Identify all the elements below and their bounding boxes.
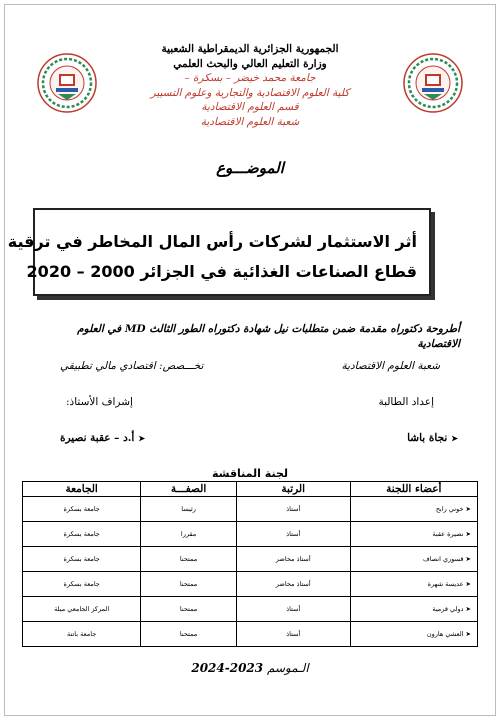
arrow-icon: ➤: [451, 433, 458, 443]
supervisor-label: إشراف الأستاذ:: [66, 396, 133, 408]
member-name: [350, 497, 477, 522]
academic-season: [150, 661, 350, 675]
thesis-title-box: [7, 208, 431, 296]
member-university: جامعة بسكرة: [23, 547, 141, 572]
committee-title: لجنة المناقشة: [211, 467, 288, 480]
member-role: مقررا: [141, 522, 237, 547]
table-row: [23, 597, 478, 622]
header-republic: الجمهورية الجزائرية الديمقراطية الشعبية: [161, 43, 339, 55]
bullet-arrow-icon: ➤: [463, 580, 471, 588]
institution-header: [90, 42, 410, 129]
thesis-title-line-2: قطاع الصناعات الغذائية في الجزائر 2000 – 2020: [26, 262, 417, 281]
bullet-arrow-icon: ➤: [463, 530, 471, 538]
member-rank: أستاذ: [236, 622, 350, 647]
header-university: الجامعة: [23, 482, 141, 497]
member-rank: أستاذ: [236, 522, 350, 547]
table-row: [23, 622, 478, 647]
header-rank: الرتبة: [236, 482, 350, 497]
member-role: ممتحنا: [141, 622, 237, 647]
bullet-arrow-icon: ➤: [463, 605, 471, 613]
member-name: [350, 597, 477, 622]
branch-text: شعبة العلوم الاقتصادية: [341, 360, 440, 372]
student-name: [407, 432, 458, 444]
member-role: ممتحنا: [141, 572, 237, 597]
member-university: المركز الجامعي ميلة: [23, 597, 141, 622]
season-label: الـموسم: [266, 661, 309, 675]
member-rank: أستاذ محاضر: [236, 572, 350, 597]
member-name-text: دولي قرمية: [432, 605, 464, 613]
member-rank: أستاذ محاضر: [236, 547, 350, 572]
committee-header-row: [23, 482, 478, 497]
committee-table: [22, 481, 478, 647]
university-logo-left: [36, 52, 98, 114]
subject-label: الموضـــوع: [216, 159, 284, 177]
member-rank: أستاذ: [236, 597, 350, 622]
supervisor-name-text: أ.د – عقبة نصيرة: [60, 432, 135, 444]
member-university: جامعة بسكرة: [23, 522, 141, 547]
table-row: [23, 522, 478, 547]
table-row: [23, 547, 478, 572]
member-name-text: خوني رابح: [435, 505, 464, 513]
member-name: [350, 547, 477, 572]
specialty-text: تخـــصص: اقتصادي مالي تطبيقي: [60, 360, 204, 372]
member-role: ممتحنا: [141, 547, 237, 572]
university-logo-right: [402, 52, 464, 114]
member-name-text: قسوري انصاف: [422, 555, 464, 563]
student-name-text: نجاة باشا: [407, 432, 448, 444]
bullet-arrow-icon: ➤: [463, 505, 471, 513]
member-name-text: نصيرة عقبة: [432, 530, 464, 538]
bullet-arrow-icon: ➤: [463, 630, 471, 638]
bullet-arrow-icon: ➤: [463, 555, 471, 563]
arrow-icon: ➤: [138, 433, 146, 443]
table-row: [23, 497, 478, 522]
thesis-note: أطروحة دكتوراه مقدمة ضمن متطلبات نيل شهادة دكتوراه الطور الثالث MD في العلوم الاقتصادية: [77, 323, 460, 350]
header-role: الصفـــة: [141, 482, 237, 497]
member-name-text: عديسة شهرة: [427, 580, 464, 588]
member-university: جامعة بسكرة: [23, 572, 141, 597]
header-branch: شعبة العلوم الاقتصادية: [200, 115, 300, 128]
prepared-by-label: إعداد الطالبة: [378, 396, 434, 408]
thesis-title-line-1: أثر الاستثمار لشركات رأس المال المخاطر في ترقية: [7, 232, 417, 251]
member-university: جامعة باتنة: [23, 622, 141, 647]
member-name: [350, 622, 477, 647]
table-row: [23, 572, 478, 597]
member-name: [350, 522, 477, 547]
supervisor-name: [60, 432, 145, 444]
member-name: [350, 572, 477, 597]
member-university: جامعة بسكرة: [23, 497, 141, 522]
member-role: ممتحنا: [141, 597, 237, 622]
member-role: رئيسا: [141, 497, 237, 522]
member-rank: أستاذ: [236, 497, 350, 522]
header-university: جامعة محمد خيضر – بسكرة –: [184, 72, 316, 84]
member-name-text: العشي هارون: [426, 630, 464, 638]
header-faculty: كلية العلوم الاقتصادية والتجارية وعلوم التسيير: [150, 86, 350, 99]
header-ministry: وزارة التعليم العالي والبحث العلمي: [173, 57, 327, 70]
season-years: 2023-2024: [191, 661, 264, 675]
branch-specialty-row: [60, 360, 440, 372]
header-department: قسم العلوم الاقتصادية: [201, 101, 299, 113]
header-members: أعضاء اللجنة: [350, 482, 477, 497]
